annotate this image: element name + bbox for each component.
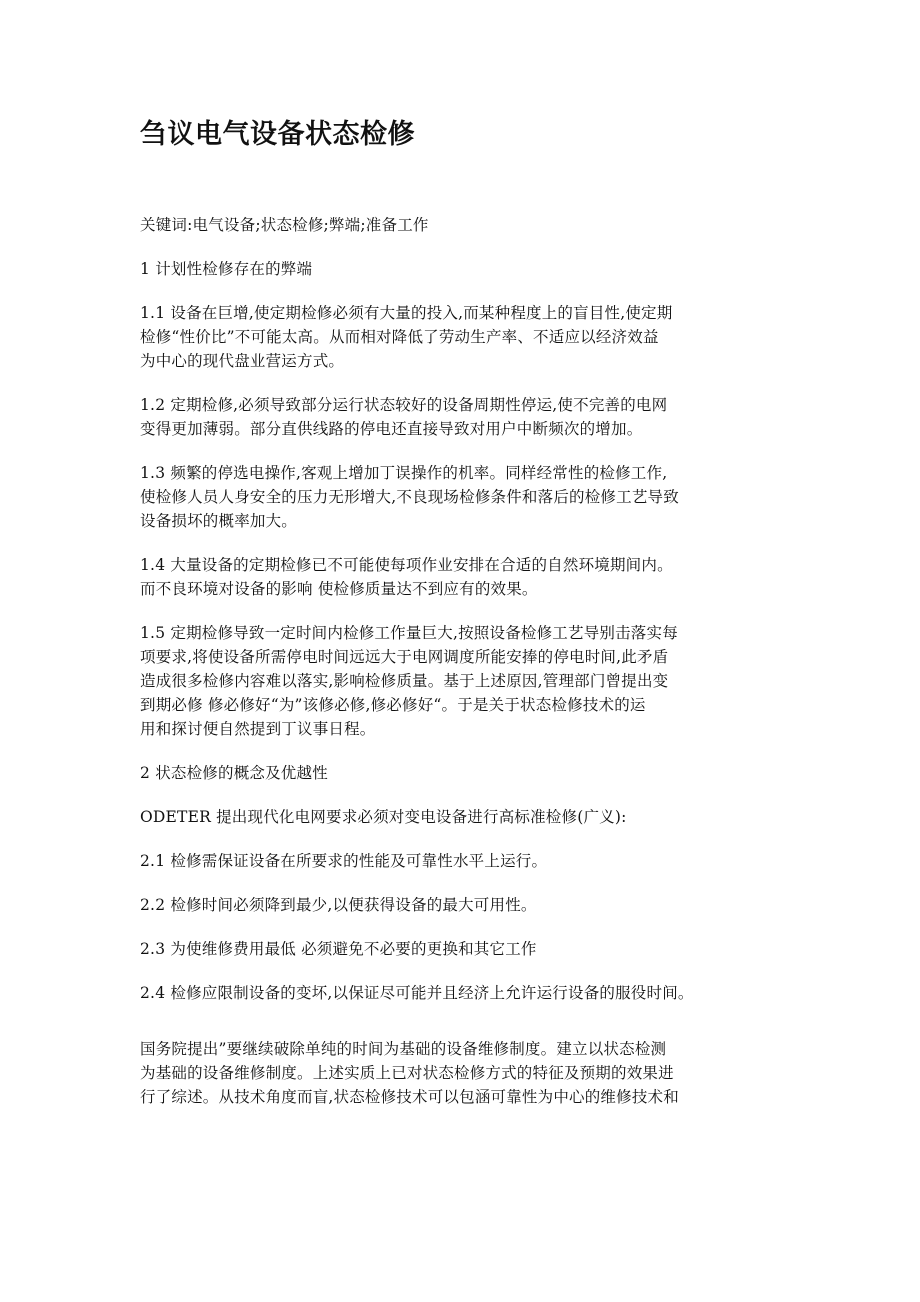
text-line: 变得更加薄弱。部分直供线路的停电还直接导致对用户中断频次的增加。 — [140, 420, 643, 438]
text-line: 1.4 大量设备的定期检修已不可能使每项作业安排在合适的自然环境期间内。 — [140, 556, 673, 574]
text-line: 1.1 设备在巨增,使定期检修必须有大量的投入,而某种程度上的盲目性,使定期 — [140, 304, 673, 322]
text-line: 2.1 检修需保证设备在所要求的性能及可靠性水平上运行。 — [140, 852, 548, 870]
text-line: 造成很多检修内容难以落实,影响检修质量。基于上述原因,管理部门曾提出变 — [140, 672, 669, 690]
text-line: 2.2 检修时间必须降到最少,以便获得设备的最大可用性。 — [140, 896, 537, 914]
text-line: 为中心的现代盘业营运方式。 — [140, 352, 345, 370]
paragraph — [140, 1037, 800, 1109]
text-line: 到期必修 修必修好“为”该修必修,修必修好“。于是关于状态检修技术的运 — [140, 696, 646, 714]
paragraph — [140, 805, 800, 829]
text-line: 检修“性价比”不可能太高。从而相对降低了劳动生产率、不适应以经济效益 — [140, 328, 659, 346]
text-line: 而不良环境对设备的影响 使检修质量达不到应有的效果。 — [140, 580, 538, 598]
text-line: 行了综述。从技术角度而盲,状态检修技术可以包涵可靠性为中心的维修技术和 — [140, 1088, 679, 1106]
paragraph — [140, 937, 800, 961]
paragraph — [140, 621, 800, 741]
text-line: 2.3 为使维修费用最低 必须避免不必要的更换和其它工作 — [140, 940, 537, 958]
text-line: 1.2 定期检修,必须导致部分运行状态较好的设备周期性停运,使不完善的电网 — [140, 396, 668, 414]
paragraph — [140, 301, 800, 373]
paragraph — [140, 213, 800, 237]
paragraph — [140, 393, 800, 441]
paragraph — [140, 257, 800, 281]
text-line: 设备损坏的概率加大。 — [140, 512, 298, 530]
paragraph — [140, 761, 800, 785]
paragraph — [140, 981, 800, 1005]
text-line: 1.3 频繁的停选电操作,客观上增加丁误操作的机率。同样经常性的检修工作, — [140, 464, 668, 482]
text-line: 2.4 检修应限制设备的变坏,以保证尽可能并且经济上允许运行设备的服役时间。 — [140, 984, 694, 1002]
paragraph — [140, 461, 800, 533]
text-line: 国务院提出”要继续破除单纯的时间为基础的设备维修制度。建立以状态检测 — [140, 1040, 667, 1058]
paragraph — [140, 893, 800, 917]
text-line: 2 状态检修的概念及优越性 — [140, 764, 328, 782]
document-body — [140, 213, 800, 1129]
text-line: 关键词:电气设备;状态检修;弊端;准备工作 — [140, 216, 429, 234]
text-line: 用和探讨便自然提到丁议事日程。 — [140, 720, 376, 738]
paragraph — [140, 849, 800, 873]
text-line: 1.5 定期检修导致一定时间内检修工作量巨大,按照设备检修工艺导别击落实每 — [140, 624, 678, 642]
text-line: ODETER 提出现代化电网要求必须对变电设备进行高标准检修(广义): — [140, 808, 627, 826]
text-line: 使检修人员人身安全的压力无形增大,不良现场检修条件和落后的检修工艺导致 — [140, 488, 679, 506]
text-line: 为基础的设备维修制度。上述实质上已对状态检修方式的特征及预期的效果进 — [140, 1064, 674, 1082]
page-title: 刍议电气设备状态检修 — [140, 119, 415, 150]
paragraph — [140, 553, 800, 601]
text-line: 项要求,将使设备所需停电时间远远大于电网调度所能安捧的停电时间,此矛盾 — [140, 648, 669, 666]
text-line: 1 计划性检修存在的弊端 — [140, 260, 313, 278]
